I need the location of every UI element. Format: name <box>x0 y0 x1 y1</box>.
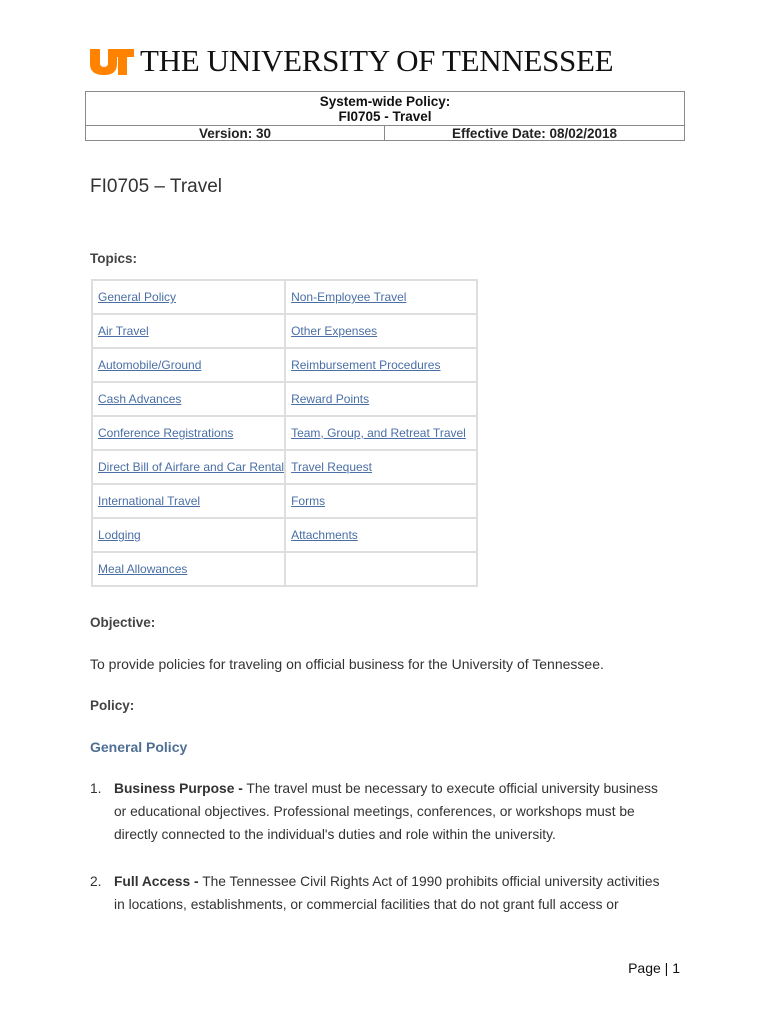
list-number: 2. <box>90 874 102 889</box>
topics-cell <box>92 280 285 314</box>
topics-cell <box>92 552 285 586</box>
topics-cell <box>285 484 477 518</box>
topics-cell <box>285 416 477 450</box>
topics-row <box>92 280 477 314</box>
topics-label: Topics: <box>90 251 137 266</box>
topic-link[interactable]: Other Expenses <box>291 324 378 338</box>
page-number: Page | 1 <box>628 960 680 976</box>
topic-link[interactable]: Travel Request <box>291 460 373 474</box>
policy-number: FI0705 - Travel <box>338 109 432 124</box>
list-number: 1. <box>90 781 102 796</box>
list-item-body <box>114 777 670 846</box>
effective-date: Effective Date: 08/02/2018 <box>451 126 618 141</box>
topics-cell <box>285 450 477 484</box>
topics-cell <box>285 280 477 314</box>
topic-link[interactable]: Air Travel <box>98 324 149 338</box>
topics-cell <box>92 382 285 416</box>
topics-cell <box>92 416 285 450</box>
topic-link[interactable]: Attachments <box>291 528 358 542</box>
topics-row <box>92 416 477 450</box>
topics-row <box>92 552 477 586</box>
policy-version: Version: 30 <box>198 126 272 141</box>
topics-cell <box>285 382 477 416</box>
topic-link[interactable]: Reward Points <box>291 392 370 406</box>
topic-link[interactable]: Cash Advances <box>98 392 182 406</box>
document-title: FI0705 – Travel <box>90 176 223 197</box>
topic-link[interactable]: Conference Registrations <box>98 426 234 440</box>
topic-link[interactable]: General Policy <box>98 290 177 304</box>
policy-label: Policy: <box>90 698 135 713</box>
ut-logo-icon <box>90 47 134 75</box>
topic-link[interactable]: Reimbursement Procedures <box>291 358 441 372</box>
list-item-term: Full Access - <box>114 874 199 889</box>
list-item-body <box>114 870 670 916</box>
list-item-term: Business Purpose - <box>114 781 243 796</box>
topics-cell <box>285 348 477 382</box>
policy-type: System-wide Policy: <box>319 94 451 109</box>
topics-row <box>92 484 477 518</box>
topics-cell <box>285 518 477 552</box>
topics-cell <box>285 552 477 586</box>
list-item-text: The travel must be necessary to execute official university business or educational objectives. Professional meetings, conferences, or workshops must be directly connected to the individual's duties and role within the university. <box>114 781 658 842</box>
section-heading-general-policy: General Policy <box>90 739 188 755</box>
topics-row <box>92 348 477 382</box>
topic-link[interactable]: Forms <box>291 494 326 508</box>
topic-link[interactable]: Automobile/Ground <box>98 358 202 372</box>
objective-label: Objective: <box>90 615 156 630</box>
topics-row <box>92 382 477 416</box>
topics-cell <box>92 518 285 552</box>
topic-link[interactable]: Team, Group, and Retreat Travel <box>291 426 466 440</box>
policy-header-box <box>85 91 685 141</box>
topic-link[interactable]: Meal Allowances <box>98 562 188 576</box>
topic-link[interactable]: Lodging <box>98 528 141 542</box>
topic-link[interactable]: Non-Employee Travel <box>291 290 407 304</box>
topic-link[interactable]: Direct Bill of Airfare and Car Rental <box>98 460 285 474</box>
topics-row <box>92 450 477 484</box>
objective-text: To provide policies for traveling on official business for the University of Tennessee. <box>90 656 604 672</box>
topic-link[interactable]: International Travel <box>98 494 201 508</box>
topics-cell <box>92 450 285 484</box>
topics-row <box>92 314 477 348</box>
topics-cell <box>92 484 285 518</box>
topics-cell <box>92 314 285 348</box>
topics-row <box>92 518 477 552</box>
list-item-text: The Tennessee Civil Rights Act of 1990 prohibits official university activities in locations, establishments, or commercial facilities that do not grant full access or <box>114 874 660 912</box>
university-logo <box>90 44 613 78</box>
topics-cell <box>92 348 285 382</box>
topics-cell <box>285 314 477 348</box>
university-wordmark: THE UNIVERSITY OF TENNESSEE <box>140 43 614 78</box>
topics-table <box>91 279 478 587</box>
